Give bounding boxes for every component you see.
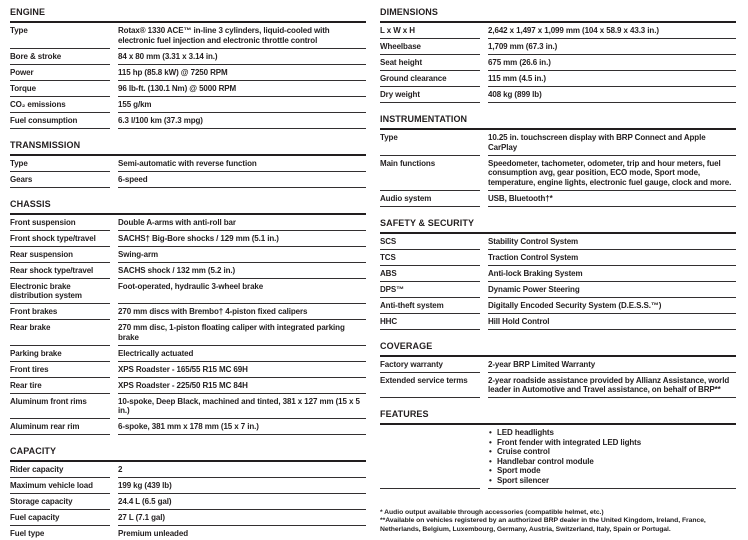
spec-row [380,191,736,207]
footnotes [380,509,736,535]
section-features [380,409,736,489]
right-column [380,7,736,540]
footnote: * Audio output available through accessories (compatible helmet, etc.) [380,508,604,516]
spec-label: Bore & stroke [10,49,110,65]
spec-label: Factory warranty [380,357,480,373]
spec-value: 96 lb-ft. (130.1 Nm) @ 5000 RPM [118,81,366,97]
section-engine [10,7,366,129]
spec-value: Premium unleaded [118,526,366,540]
spec-value [488,425,736,489]
spec-row [10,81,366,97]
spec-value: 84 x 80 mm (3.31 x 3.14 in.) [118,49,366,65]
section-dimensions [380,7,736,103]
spec-row [10,346,366,362]
spec-columns [10,7,736,540]
spec-label: Type [10,23,110,49]
section-title: DIMENSIONS [380,7,736,23]
spec-label: Extended service terms [380,373,480,399]
spec-value: Foot-operated, hydraulic 3-wheel brake [118,279,366,305]
spec-row [380,55,736,71]
section-title: COVERAGE [380,341,736,357]
spec-row [380,373,736,399]
feature-item: • Cruise control [488,447,736,457]
spec-value: 675 mm (26.6 in.) [488,55,736,71]
spec-row [380,282,736,298]
spec-label: Rear suspension [10,247,110,263]
spec-value: 2 [118,462,366,478]
spec-label: Torque [10,81,110,97]
feature-item: • Sport mode [488,466,736,476]
spec-row [380,71,736,87]
spec-row [10,97,366,113]
spec-label: Rear tire [10,378,110,394]
spec-value: 6.3 l/100 km (37.3 mpg) [118,113,366,129]
spec-value: 2,642 x 1,497 x 1,099 mm (104 x 58.9 x 43.3 in.) [488,23,736,39]
spec-row [380,39,736,55]
spec-row [10,510,366,526]
spec-row [10,23,366,49]
left-column [10,7,366,540]
feature-item: • LED headlights [488,428,736,438]
spec-value: 24.4 L (6.5 gal) [118,494,366,510]
section-title: TRANSMISSION [10,140,366,156]
spec-label: ABS [380,266,480,282]
spec-row [10,215,366,231]
spec-row [10,320,366,346]
feature-item: • Sport silencer [488,476,736,486]
section-title: CHASSIS [10,199,366,215]
spec-label: Main functions [380,156,480,191]
spec-label: Fuel consumption [10,113,110,129]
spec-label: Fuel type [10,526,110,540]
spec-row [10,113,366,129]
spec-row [10,231,366,247]
spec-value: 1,709 mm (67.3 in.) [488,39,736,55]
spec-label: TCS [380,250,480,266]
spec-row [380,156,736,191]
spec-row [10,394,366,420]
spec-label: Aluminum front rims [10,394,110,420]
spec-value: 270 mm discs with Brembo† 4-piston fixed calipers [118,304,366,320]
spec-row [10,462,366,478]
spec-row [380,87,736,103]
spec-value: Anti-lock Braking System [488,266,736,282]
feature-item: • Handlebar control module [488,457,736,467]
spec-label: Rider capacity [10,462,110,478]
spec-label: Rear brake [10,320,110,346]
spec-label: HHC [380,314,480,330]
spec-label: SCS [380,234,480,250]
spec-row [10,49,366,65]
spec-label: Fuel capacity [10,510,110,526]
spec-label: L x W x H [380,23,480,39]
spec-value: Semi-automatic with reverse function [118,156,366,172]
spec-row [10,526,366,540]
spec-row [10,65,366,81]
spec-row [10,378,366,394]
spec-value: Swing-arm [118,247,366,263]
spec-value: 27 L (7.1 gal) [118,510,366,526]
footnote: **Available on vehicles registered by an authorized BRP dealer in the United Kingdom, Ireland, France, Netherlands, Belgium, Luxembourg, Germany, Austria, Switzerland, Italy, Spain or Portugal. [380,517,706,533]
spec-label: Gears [10,172,110,188]
section-transmission [10,140,366,188]
spec-value: 199 kg (439 lb) [118,478,366,494]
spec-value: SACHS† Big-Bore shocks / 129 mm (5.1 in.) [118,231,366,247]
spec-label: Maximum vehicle load [10,478,110,494]
spec-value: Electrically actuated [118,346,366,362]
spec-row [10,419,366,435]
section-capacity [10,446,366,540]
spec-value: 115 hp (85.8 kW) @ 7250 RPM [118,65,366,81]
spec-value: XPS Roadster - 165/55 R15 MC 69H [118,362,366,378]
spec-row [380,234,736,250]
spec-value: 270 mm disc, 1-piston floating caliper with integrated parking brake [118,320,366,346]
spec-row [380,357,736,373]
spec-value: 10-spoke, Deep Black, machined and tinted, 381 x 127 mm (15 x 5 in.) [118,394,366,420]
spec-value: 155 g/km [118,97,366,113]
spec-row [380,266,736,282]
feature-item: • Front fender with integrated LED lights [488,438,736,448]
spec-row [10,494,366,510]
spec-row [10,263,366,279]
spec-label: Electronic brake distribution system [10,279,110,305]
spec-value: 2-year roadside assistance provided by Allianz Assistance, world leader in Automotive and Travel assistance, on behalf of BRP** [488,373,736,399]
spec-label: Dry weight [380,87,480,103]
section-title: FEATURES [380,409,736,425]
spec-row [10,279,366,305]
section-title: ENGINE [10,7,366,23]
spec-label: Storage capacity [10,494,110,510]
section-coverage [380,341,736,399]
spec-value: Digitally Encoded Security System (D.E.S.S.™) [488,298,736,314]
section-chassis [10,199,366,436]
section-instrumentation [380,114,736,207]
spec-value: 6-spoke, 381 mm x 178 mm (15 x 7 in.) [118,419,366,435]
spec-label: DPS™ [380,282,480,298]
spec-value: Speedometer, tachometer, odometer, trip and hour meters, fuel consumption avg, gear position, ECO mode, Sport mode, temperature, engine lights, electronic fuel gauge, clock and more. [488,156,736,191]
spec-value: 6-speed [118,172,366,188]
spec-label: Ground clearance [380,71,480,87]
spec-row [10,362,366,378]
spec-row [10,172,366,188]
spec-label: Aluminum rear rim [10,419,110,435]
spec-label: Seat height [380,55,480,71]
spec-value: Rotax® 1330 ACE™ in-line 3 cylinders, liquid-cooled with electronic fuel injection and electronic throttle control [118,23,366,49]
section-title: SAFETY & SECURITY [380,218,736,234]
spec-label: Front suspension [10,215,110,231]
spec-row [380,130,736,156]
spec-label: Front brakes [10,304,110,320]
spec-value: XPS Roadster - 225/50 R15 MC 84H [118,378,366,394]
spec-row [380,23,736,39]
spec-label: Rear shock type/travel [10,263,110,279]
spec-value: Double A-arms with anti-roll bar [118,215,366,231]
spec-label [380,425,480,489]
spec-row [10,304,366,320]
section-title: INSTRUMENTATION [380,114,736,130]
spec-row [380,250,736,266]
spec-value: 10.25 in. touchscreen display with BRP Connect and Apple CarPlay [488,130,736,156]
spec-label: Wheelbase [380,39,480,55]
section-title: CAPACITY [10,446,366,462]
spec-value: 2-year BRP Limited Warranty [488,357,736,373]
spec-label: Power [10,65,110,81]
spec-value: USB, Bluetooth†* [488,191,736,207]
spec-value: Hill Hold Control [488,314,736,330]
spec-row [380,425,736,489]
spec-value: SACHS shock / 132 mm (5.2 in.) [118,263,366,279]
spec-row [10,156,366,172]
spec-label: Parking brake [10,346,110,362]
spec-label: Type [10,156,110,172]
spec-label: CO₂ emissions [10,97,110,113]
spec-row [380,314,736,330]
spec-value: Dynamic Power Steering [488,282,736,298]
spec-label: Type [380,130,480,156]
spec-label: Audio system [380,191,480,207]
spec-value: 408 kg (899 lb) [488,87,736,103]
spec-value: Stability Control System [488,234,736,250]
spec-row [380,298,736,314]
spec-value: 115 mm (4.5 in.) [488,71,736,87]
spec-label: Front shock type/travel [10,231,110,247]
spec-row [10,247,366,263]
spec-value: Traction Control System [488,250,736,266]
spec-label: Front tires [10,362,110,378]
feature-list [488,428,736,485]
spec-row [10,478,366,494]
section-safety-and-security [380,218,736,330]
spec-label: Anti-theft system [380,298,480,314]
